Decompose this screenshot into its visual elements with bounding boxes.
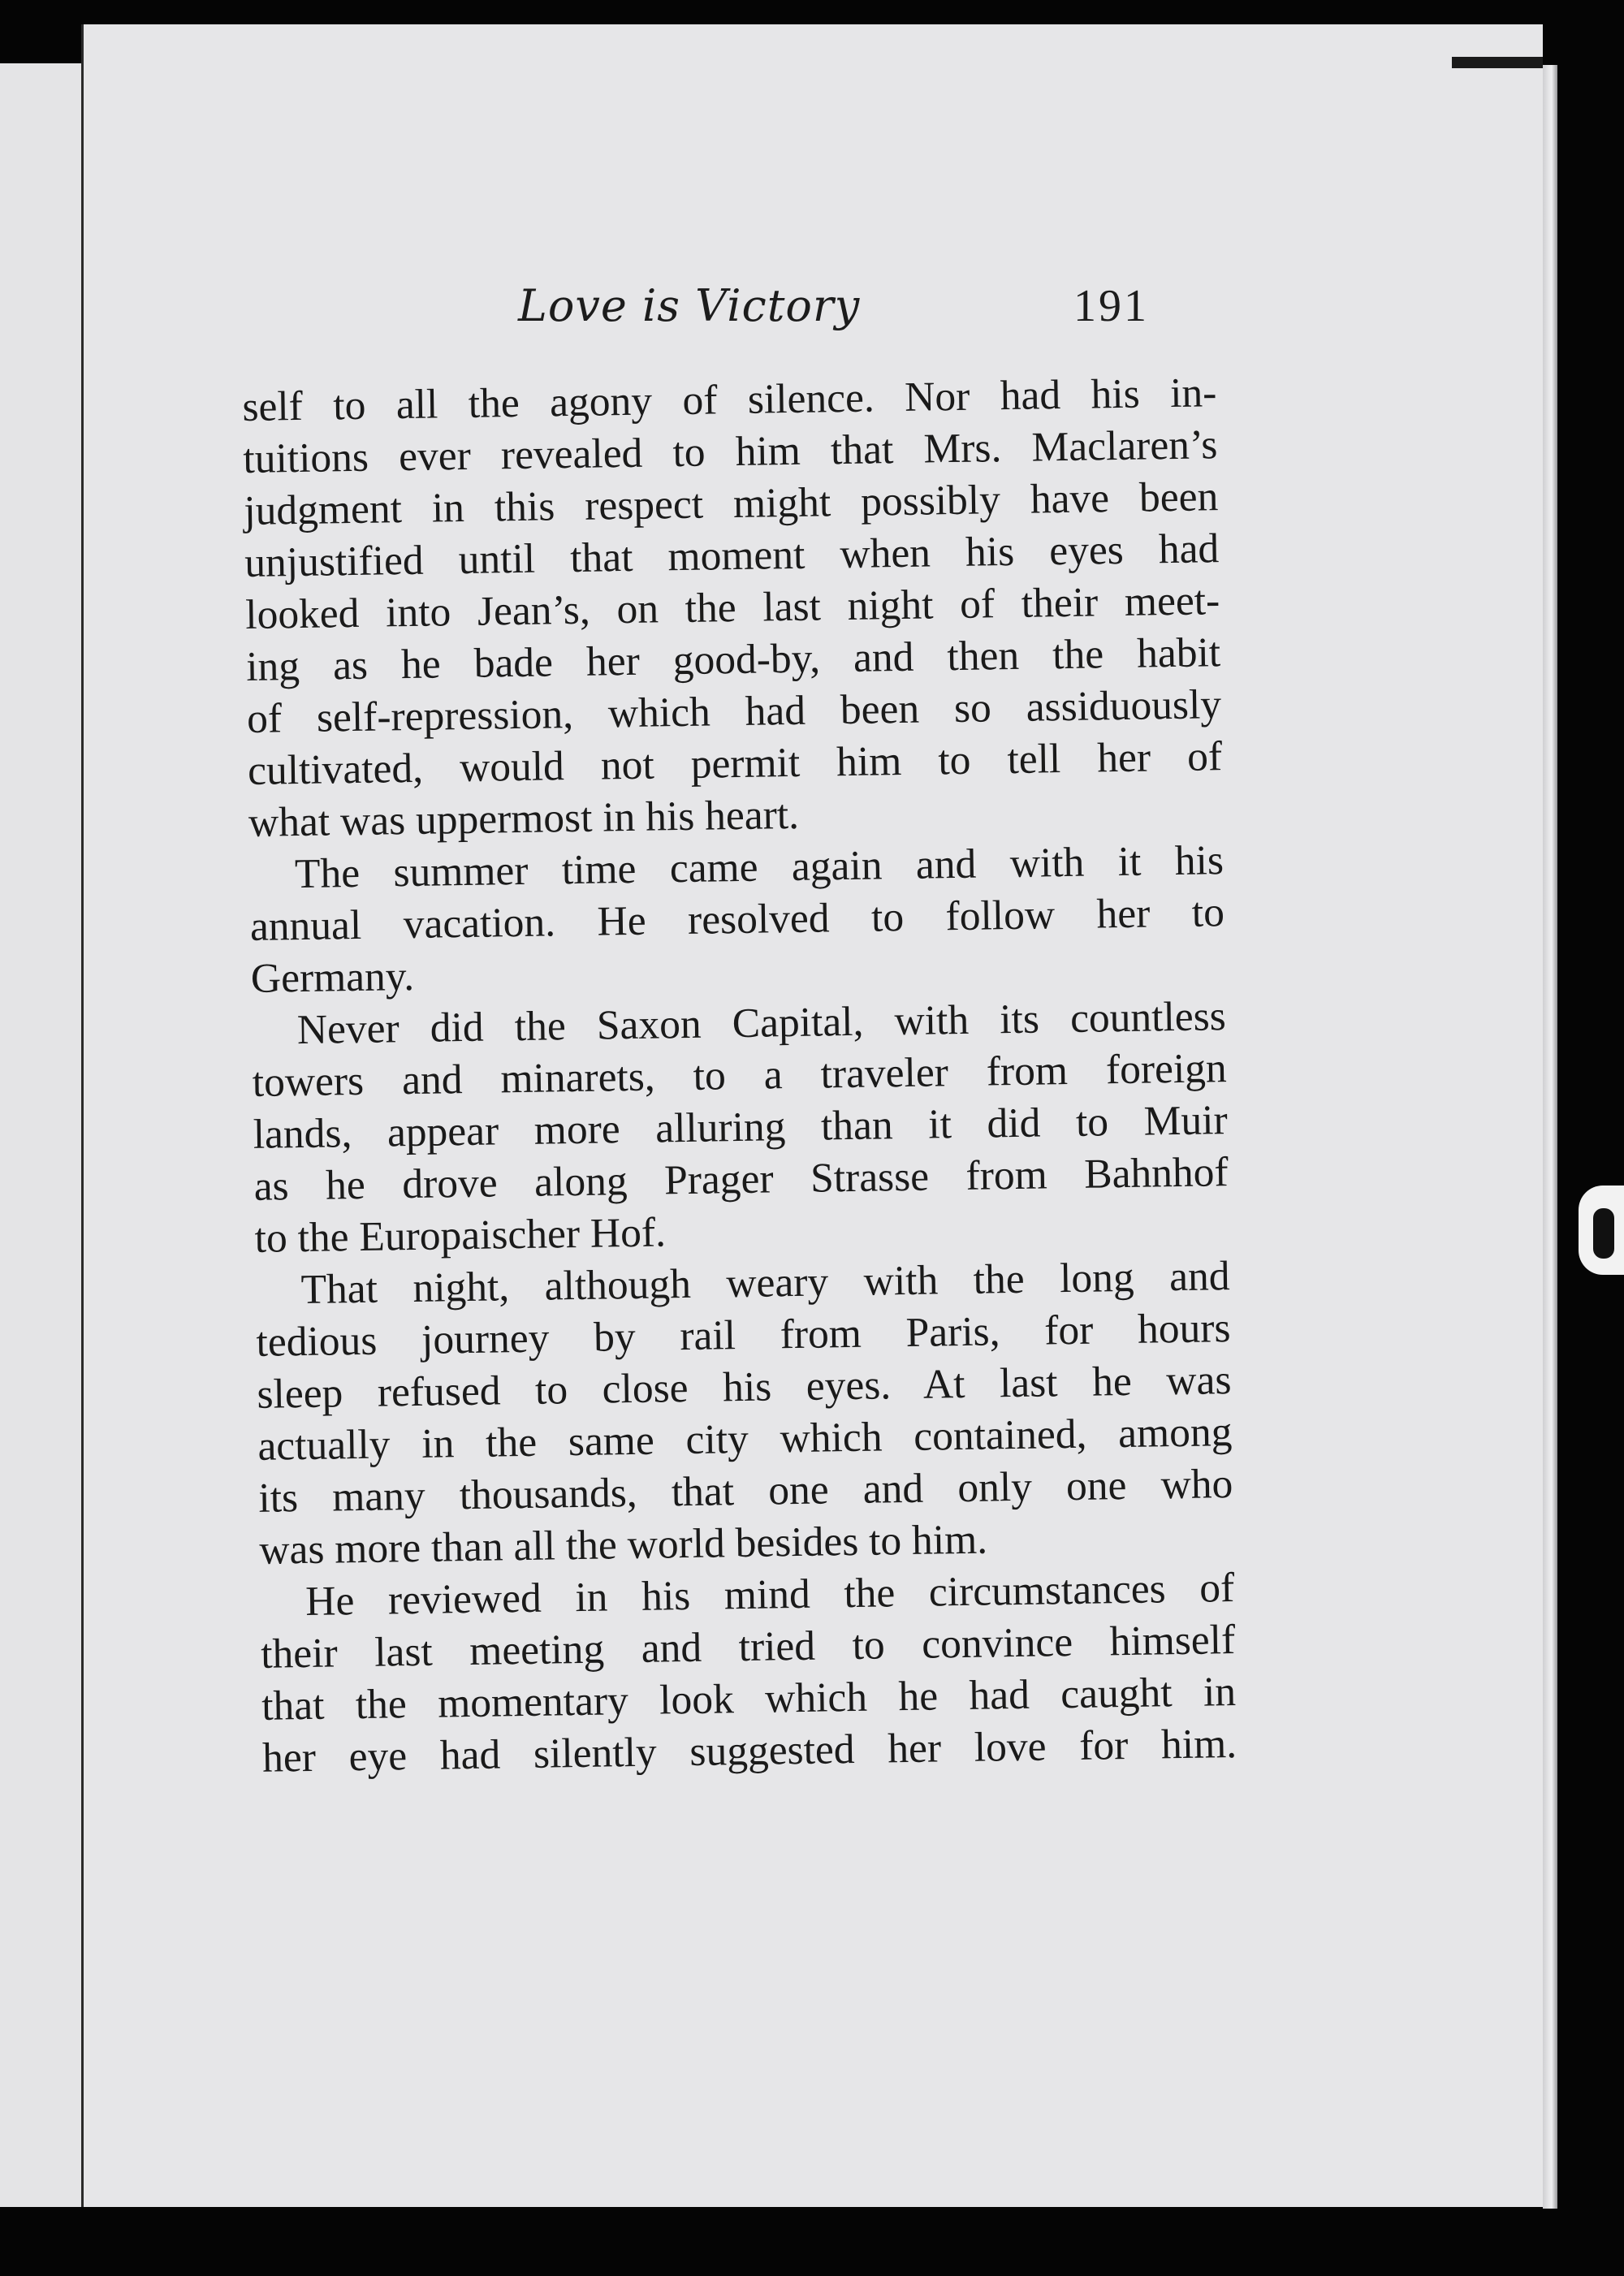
text-line: as he drove along Prager Strasse from Bahnhof (253, 1149, 1229, 1210)
page-header (81, 280, 1543, 353)
text-line: sleep refused to close his eyes. At last he was (257, 1357, 1232, 1418)
text-line: what was uppermost in his heart. (248, 791, 800, 846)
running-head: Love is Victory (518, 280, 861, 331)
paragraph (255, 1250, 1234, 1577)
text-line: cultivated, would not permit him to tell her of (247, 733, 1223, 794)
text-line: of self-repression, which had been so assiduously (246, 681, 1222, 742)
text-line: was more than all the world besides to him. (258, 1516, 988, 1574)
paragraph (251, 991, 1229, 1265)
text-line: annual vacation. He resolved to follow her to (249, 889, 1225, 950)
text-line: Germany. (250, 952, 415, 1002)
text-line: judgment in this respect might possibly have been (243, 473, 1219, 534)
page-number: 191 (1073, 281, 1149, 331)
text-line: The summer time came again and with it his (294, 837, 1224, 898)
page-edge-shadow (1543, 65, 1557, 2209)
text-line: to the Europaischer Hof. (254, 1209, 667, 1262)
text-line: Never did the Saxon Capital, with its countless (296, 993, 1227, 1054)
text-line: towers and minarets, to a traveler from foreign (252, 1045, 1228, 1106)
text-line: tedious journey by rail from Paris, for hours (256, 1305, 1231, 1366)
facing-page-edge (0, 63, 81, 2207)
text-line: that the momentary look which he had caught in (261, 1669, 1237, 1730)
text-line: unjustified until that moment when his eyes had (244, 525, 1220, 586)
text-line: its many thousands, that one and only one who (257, 1461, 1233, 1522)
text-line: actually in the same city which contained, among (257, 1409, 1233, 1470)
binding-bar (1452, 57, 1543, 68)
edge-tab-mark (1593, 1208, 1614, 1259)
text-line: their last meeting and tried to convince himself (260, 1617, 1236, 1678)
text-line: lands, appear more alluring than it did to Muir (253, 1097, 1229, 1158)
text-line: tuitions ever revealed to him that Mrs. Maclaren’s (242, 421, 1218, 482)
paragraph (249, 835, 1226, 1005)
text-line: He reviewed in his mind the circumstances of (304, 1565, 1235, 1626)
body-text (242, 367, 1237, 1785)
text-line: self to all the agony of silence. Nor had his in- (242, 369, 1217, 430)
text-line: ing as he bade her good-by, and then the habit (245, 629, 1221, 690)
text-line: her eye had silently suggested her love for him. (261, 1721, 1237, 1781)
paragraph (242, 367, 1223, 849)
text-line: looked into Jean’s, on the last night of their meet- (244, 577, 1220, 638)
text-line: That night, although weary with the long and (300, 1253, 1230, 1314)
paragraph (260, 1562, 1237, 1785)
